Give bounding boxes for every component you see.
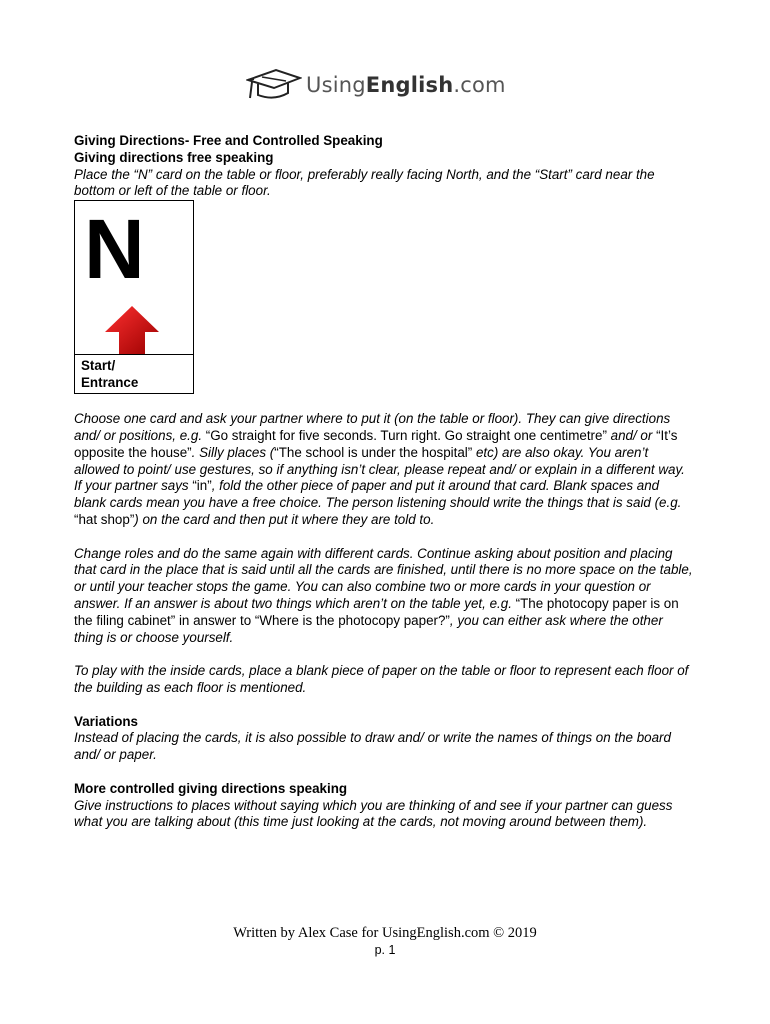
- controlled-heading: More controlled giving directions speaking: [74, 780, 348, 796]
- mortarboard-icon: [246, 68, 302, 102]
- section-heading-free: Giving directions free speaking: [74, 149, 274, 165]
- page-number: p. 1: [374, 943, 396, 957]
- document-title: Giving Directions- Free and Controlled Speaking: [74, 133, 383, 148]
- start-label: Start/: [81, 358, 116, 374]
- paragraph-how-to-play: Choose one card and ask your partner where to put it (on the table or floor). They can give directions and/ or positions, e.g. “Go straight for five seconds. Turn right. Go straight one centimetre” and/ or “It’s opposite the house”. Silly places (“The school is under the hospital” etc) are also okay. You aren’t allowed to point/ use gestures, so if anything isn’t clear, please repeat and/ or explain in a different way. If your partner says “in”, fold the other piece of paper and put it around that card. Blank spaces and blank cards mean you have a free choice. The person listening should write the things that is said (e.g. “hat shop”) on the card and then put it where they are told to.: [74, 411, 685, 527]
- entrance-label: Entrance: [81, 375, 139, 391]
- document-body: [74, 133, 694, 831]
- footer-credit: Written by Alex Case for UsingEnglish.com © 2019: [233, 925, 537, 941]
- variations-text: Instead of placing the cards, it is also possible to draw and/ or write the names of things on the board and/ or paper.: [74, 730, 671, 763]
- start-card: [75, 355, 193, 393]
- paragraph-inside-cards: To play with the inside cards, place a blank piece of paper on the table or floor to represent each floor of the building as each floor is mentioned.: [74, 663, 689, 695]
- paragraph-change-roles: Change roles and do the same again with different cards. Continue asking about position and placing that card in the place that is said until all the cards are finished, until there is no more space on the table, or until your teacher stops the game. You can also combine two or more cards in your question or answer. If an answer is about two things which aren’t on the table yet, e.g. “The photocopy paper is on the filing cabinet” in answer to “Where is the photocopy paper?”, you can either ask where the other thing is or choose yourself.: [74, 545, 693, 645]
- variations-heading: Variations: [74, 713, 139, 729]
- north-card: [75, 201, 193, 355]
- page-footer: [0, 925, 770, 959]
- north-start-card: [74, 200, 194, 394]
- logo-text: UsingEnglish.com: [306, 73, 506, 97]
- controlled-text: Give instructions to places without saying which you are thinking of and see if your partner can guess what you are talking about (this time just looking at the cards, not moving around between them).: [74, 797, 673, 830]
- red-up-arrow-icon: [105, 306, 159, 354]
- intro-instructions: Place the “N” card on the table or floor, preferably really facing North, and the “Start” card near the bottom or left of the table or floor.: [74, 166, 655, 199]
- site-logo[interactable]: [246, 68, 506, 102]
- north-letter: N: [84, 202, 145, 297]
